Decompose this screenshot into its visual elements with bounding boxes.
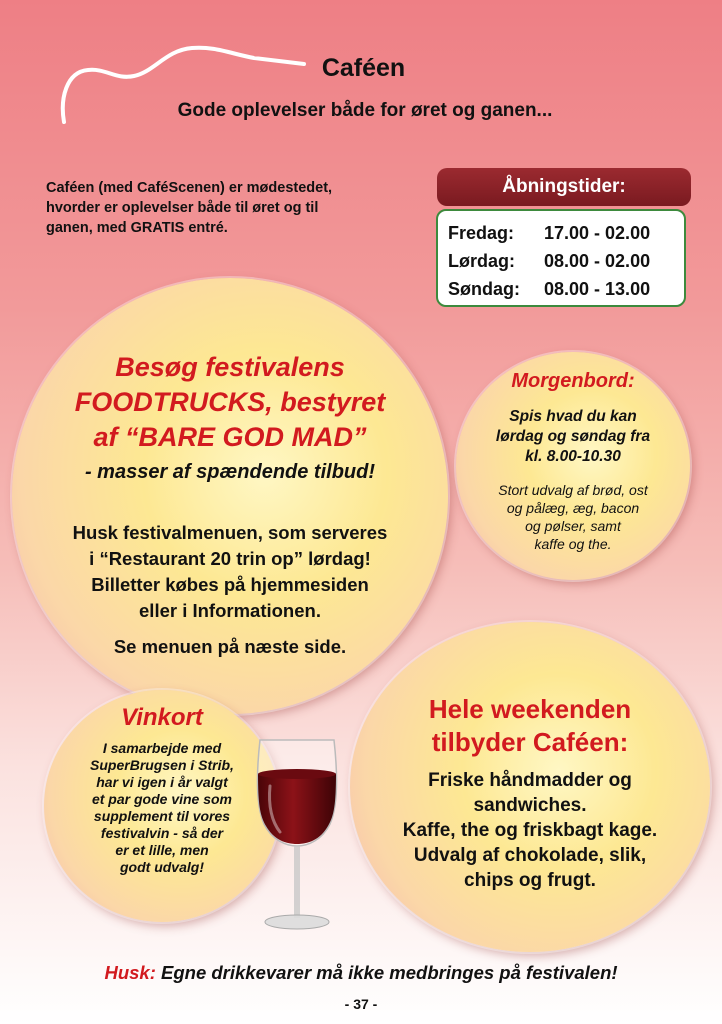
weekend-offering-line: Friske håndmadder og [428, 770, 632, 791]
foodtrucks-heading-line: FOODTRUCKS, bestyret [74, 387, 386, 417]
festival-menu-line: eller i Informationen. [139, 600, 321, 621]
vinkort-line: SuperBrugsen i Strib, [90, 757, 234, 773]
morgenbord-times [466, 407, 680, 467]
see-menu-note: Se menuen på næste side. [113, 636, 347, 657]
vinkort-heading: Vinkort [121, 704, 203, 731]
morgenbord-heading: Morgenbord: [511, 370, 635, 392]
morgenbord-description-line: kaffe og the. [534, 536, 612, 552]
opening-hours-heading: Åbningstider: [437, 168, 691, 206]
footer-text: Egne drikkevarer må ikke medbringes på festivalen! [155, 962, 618, 983]
hours-row-saturday [448, 247, 684, 275]
intro-line: hvorder er oplevelser både til øret og til [46, 200, 319, 216]
foodtrucks-subheading: - masser af spændende tilbud! [84, 461, 376, 483]
weekend-heading [360, 693, 700, 759]
foodtrucks-heading-line: Besøg festivalens [115, 352, 345, 382]
vinkort-line: festivalvin - så der [100, 825, 224, 841]
morgenbord-description-line: og pålæg, æg, bacon [506, 500, 640, 516]
weekend-offering-line: sandwiches. [473, 795, 587, 816]
hours-day: Søndag: [448, 279, 520, 299]
page-subtitle: Gode oplevelser både for øret og ganen... [177, 100, 553, 121]
festival-menu-line: Billetter købes på hjemmesiden [91, 574, 369, 595]
hours-row-sunday [448, 275, 684, 303]
intro-text [46, 178, 406, 238]
weekend-heading-line: Hele weekenden [428, 694, 632, 724]
festival-menu-line: i “Restaurant 20 trin op” lørdag! [89, 548, 371, 569]
morgenbord-description-line: Stort udvalg af brød, ost [498, 482, 648, 498]
footer-note [0, 962, 722, 984]
vinkort-line: et par gode vine som [91, 791, 233, 807]
hours-time: 08.00 - 02.00 [544, 251, 651, 271]
hours-day: Fredag: [448, 223, 515, 243]
intro-line: Caféen (med CaféScenen) er mødestedet, [46, 180, 333, 196]
vinkort-line: supplement til vores [93, 808, 231, 824]
vinkort-line: I samarbejde med [102, 740, 222, 756]
page-number: - 37 - [344, 996, 378, 1012]
weekend-offerings [360, 768, 700, 893]
hours-day: Lørdag: [448, 251, 515, 271]
intro-line: ganen, med GRATIS entré. [46, 220, 228, 236]
morgenbord-times-line: kl. 8.00-10.30 [525, 448, 621, 465]
hours-time: 17.00 - 02.00 [544, 223, 651, 243]
footer-label: Husk: [104, 962, 156, 983]
vinkort-line: er et lille, men [115, 842, 209, 858]
morgenbord-description [466, 481, 680, 553]
weekend-offering-line: Kaffe, the og friskbagt kage. [402, 820, 658, 841]
morgenbord-times-line: Spis hvad du kan [509, 408, 637, 425]
foodtrucks-heading-line: af “BARE GOD MAD” [93, 422, 367, 452]
vinkort-line: godt udvalg! [120, 859, 204, 875]
morgenbord-description-line: og pølser, samt [525, 518, 621, 534]
hours-time: 08.00 - 13.00 [544, 279, 651, 299]
hours-row-friday [448, 219, 684, 247]
vinkort-line: har vi igen i år valgt [96, 774, 228, 790]
foodtrucks-heading [40, 350, 420, 455]
weekend-offering-line: chips og frugt. [464, 870, 596, 891]
wine-glass-icon [252, 736, 342, 932]
vinkort-description [54, 740, 270, 876]
opening-hours-table [436, 209, 686, 307]
weekend-heading-line: tilbyder Caféen: [431, 727, 629, 757]
festival-menu-line: Husk festivalmenuen, som serveres [72, 522, 388, 543]
page-title: Caféen [321, 54, 406, 82]
festival-menu-text [40, 520, 420, 624]
morgenbord-times-line: lørdag og søndag fra [495, 428, 651, 445]
weekend-offering-line: Udvalg af chokolade, slik, [413, 845, 647, 866]
